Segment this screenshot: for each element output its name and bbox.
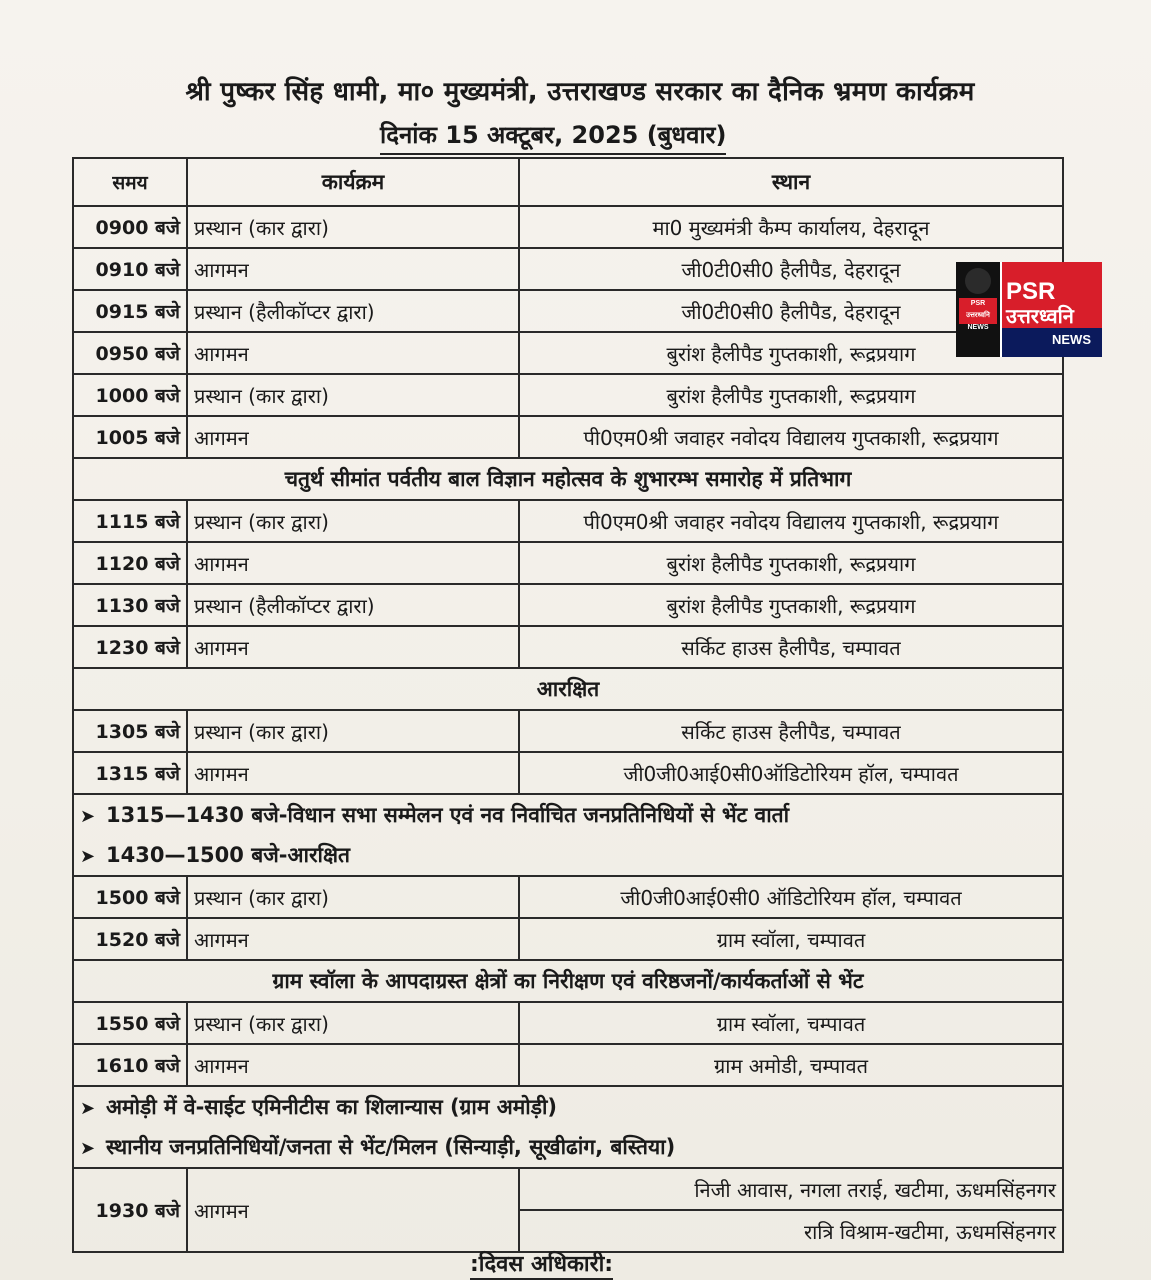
cell-place: मा0 मुख्यमंत्री कैम्प कार्यालय, देहरादून: [519, 206, 1063, 248]
cell-program: आगमन: [187, 1044, 519, 1086]
bullet-item: [73, 1086, 1063, 1127]
header-program: कार्यक्रम: [187, 158, 519, 206]
cell-place: ग्राम अमोडी, चम्पावत: [519, 1044, 1063, 1086]
cell-time: 1130 बजे: [73, 584, 187, 626]
event-row: [73, 668, 1063, 710]
cell-place: निजी आवास, नगला तराई, खटीमा, ऊधमसिंहनगर: [519, 1168, 1063, 1210]
table-row: [73, 290, 1063, 332]
table-row: [73, 876, 1063, 918]
cell-time: 1000 बजे: [73, 374, 187, 416]
cell-place: सर्किट हाउस हैलीपैड, चम्पावत: [519, 710, 1063, 752]
table-row: [73, 1002, 1063, 1044]
table-row: [73, 542, 1063, 584]
cell-time: 1315 बजे: [73, 752, 187, 794]
cell-time: 1005 बजे: [73, 416, 187, 458]
table-row: [73, 1168, 1063, 1210]
cell-place: बुरांश हैलीपैड गुप्तकाशी, रूद्रप्रयाग: [519, 542, 1063, 584]
table-row: [73, 1044, 1063, 1086]
bullet-text: अमोड़ी में वे-साईट एमिनीटीस का शिलान्यास (ग्राम अमोड़ी): [106, 1095, 558, 1119]
event-text: चतुर्थ सीमांत पर्वतीय बाल विज्ञान महोत्सव के शुभारम्भ समारोह में प्रतिभाग: [73, 458, 1063, 500]
event-row: [73, 458, 1063, 500]
cell-program: आगमन: [187, 542, 519, 584]
cell-place: जी0टी0सी0 हैलीपैड, देहरादून: [519, 248, 1063, 290]
bullet-text: 1430—1500 बजे-आरक्षित: [106, 843, 351, 867]
cell-program: प्रस्थान (कार द्वारा): [187, 1002, 519, 1044]
cell-place: सर्किट हाउस हैलीपैड, चम्पावत: [519, 626, 1063, 668]
cell-place: जी0जी0आई0सी0ऑडिटोरियम हॉल, चम्पावत: [519, 752, 1063, 794]
arrow-bullet-icon: ➤: [80, 846, 96, 867]
cell-program: प्रस्थान (कार द्वारा): [187, 206, 519, 248]
document-title: श्री पुष्कर सिंह धामी, मा० मुख्यमंत्री, उत्तराखण्ड सरकार का दैनिक भ्रमण कार्यक्रम: [185, 77, 975, 107]
cell-time: 1610 बजे: [73, 1044, 187, 1086]
bullet-text: 1315—1430 बजे-विधान सभा सम्मेलन एवं नव निर्वाचित जनप्रतिनिधियों से भेंट वार्ता: [106, 803, 790, 827]
bullet-item: [73, 794, 1063, 835]
cell-program: प्रस्थान (कार द्वारा): [187, 876, 519, 918]
cell-program: प्रस्थान (हैलीकॉप्टर द्वारा): [187, 290, 519, 332]
cell-place: जी0टी0सी0 हैलीपैड, देहरादून: [519, 290, 1063, 332]
cell-time: 1115 बजे: [73, 500, 187, 542]
cell-place: जी0जी0आई0सी0 ऑडिटोरियम हॉल, चम्पावत: [519, 876, 1063, 918]
cell-program: आगमन: [187, 918, 519, 960]
microphone-tag: PSR उत्तरध्वनि NEWS: [959, 298, 997, 324]
bullet-row: [73, 1086, 1063, 1127]
arrow-bullet-icon: ➤: [80, 1098, 96, 1119]
cell-program: आगमन: [187, 332, 519, 374]
bullet-row: [73, 1127, 1063, 1168]
bullet-row: [73, 794, 1063, 835]
cell-program: प्रस्थान (कार द्वारा): [187, 374, 519, 416]
microphone-head: [965, 268, 991, 294]
table-row: [73, 374, 1063, 416]
cell-time: 1305 बजे: [73, 710, 187, 752]
cell-place: बुरांश हैलीपैड गुप्तकाशी, रूद्रप्रयाग: [519, 332, 1063, 374]
table-header-row: [73, 158, 1063, 206]
cell-program: आगमन: [187, 416, 519, 458]
cell-program: आगमन: [187, 248, 519, 290]
cell-time: 1500 बजे: [73, 876, 187, 918]
cell-program: आगमन: [187, 626, 519, 668]
microphone-icon: [956, 262, 1002, 357]
cell-time: 0950 बजे: [73, 332, 187, 374]
cell-time: 1120 बजे: [73, 542, 187, 584]
cell-place: पी0एम0श्री जवाहर नवोदय विद्यालय गुप्तकाशी, रूद्रप्रयाग: [519, 500, 1063, 542]
table-row: [73, 206, 1063, 248]
logo-line1: PSR: [1006, 278, 1056, 305]
arrow-bullet-icon: ➤: [80, 1138, 96, 1159]
event-text: आरक्षित: [73, 668, 1063, 710]
table-row: [73, 500, 1063, 542]
table-row: [73, 332, 1063, 374]
night-stay-text: रात्रि विश्राम-खटीमा, ऊधमसिंहनगर: [519, 1210, 1063, 1252]
arrow-bullet-icon: ➤: [80, 806, 96, 827]
bullet-text: स्थानीय जनप्रतिनिधियों/जनता से भेंट/मिलन (सिन्याड़ी, सूखीढांग, बस्तिया): [106, 1135, 676, 1159]
event-text: ग्राम स्वॉला के आपदाग्रस्त क्षेत्रों का निरीक्षण एवं वरिष्ठजनों/कार्यकर्ताओं से भेंट: [73, 960, 1063, 1002]
document-date: दिनांक 15 अक्टूबर, 2025 (बुधवार): [380, 118, 726, 155]
table-row: [73, 584, 1063, 626]
bullet-row: [73, 835, 1063, 876]
cell-time: 0915 बजे: [73, 290, 187, 332]
logo-line3: NEWS: [1052, 332, 1091, 347]
cell-program: प्रस्थान (हैलीकॉप्टर द्वारा): [187, 584, 519, 626]
logo-line2: उत्तरध्वनि: [1006, 304, 1074, 328]
bullet-item: [73, 835, 1063, 876]
cell-program: प्रस्थान (कार द्वारा): [187, 500, 519, 542]
header-place: स्थान: [519, 158, 1063, 206]
cell-place: पी0एम0श्री जवाहर नवोदय विद्यालय गुप्तकाशी, रूद्रप्रयाग: [519, 416, 1063, 458]
psr-news-logo: [956, 262, 1102, 357]
cell-place: बुरांश हैलीपैड गुप्तकाशी, रूद्रप्रयाग: [519, 584, 1063, 626]
cell-place: ग्राम स्वॉला, चम्पावत: [519, 918, 1063, 960]
cell-program: प्रस्थान (कार द्वारा): [187, 710, 519, 752]
table-row: [73, 248, 1063, 290]
schedule-table: [72, 157, 1064, 1253]
table-row: [73, 710, 1063, 752]
bullet-item: [73, 1127, 1063, 1168]
cell-time: 1550 बजे: [73, 1002, 187, 1044]
cell-time: 1930 बजे: [73, 1168, 187, 1252]
cell-time: 1520 बजे: [73, 918, 187, 960]
cell-time: 1230 बजे: [73, 626, 187, 668]
cell-place: बुरांश हैलीपैड गुप्तकाशी, रूद्रप्रयाग: [519, 374, 1063, 416]
header-time: समय: [73, 158, 187, 206]
event-row: [73, 960, 1063, 1002]
table-row: [73, 752, 1063, 794]
table-row: [73, 416, 1063, 458]
cell-program: आगमन: [187, 752, 519, 794]
cell-place: ग्राम स्वॉला, चम्पावत: [519, 1002, 1063, 1044]
table-row: [73, 626, 1063, 668]
duty-officer-heading: :दिवस अधिकारी:: [470, 1248, 613, 1280]
table-row: [73, 918, 1063, 960]
cell-program: आगमन: [187, 1168, 519, 1252]
cell-time: 0900 बजे: [73, 206, 187, 248]
cell-time: 0910 बजे: [73, 248, 187, 290]
